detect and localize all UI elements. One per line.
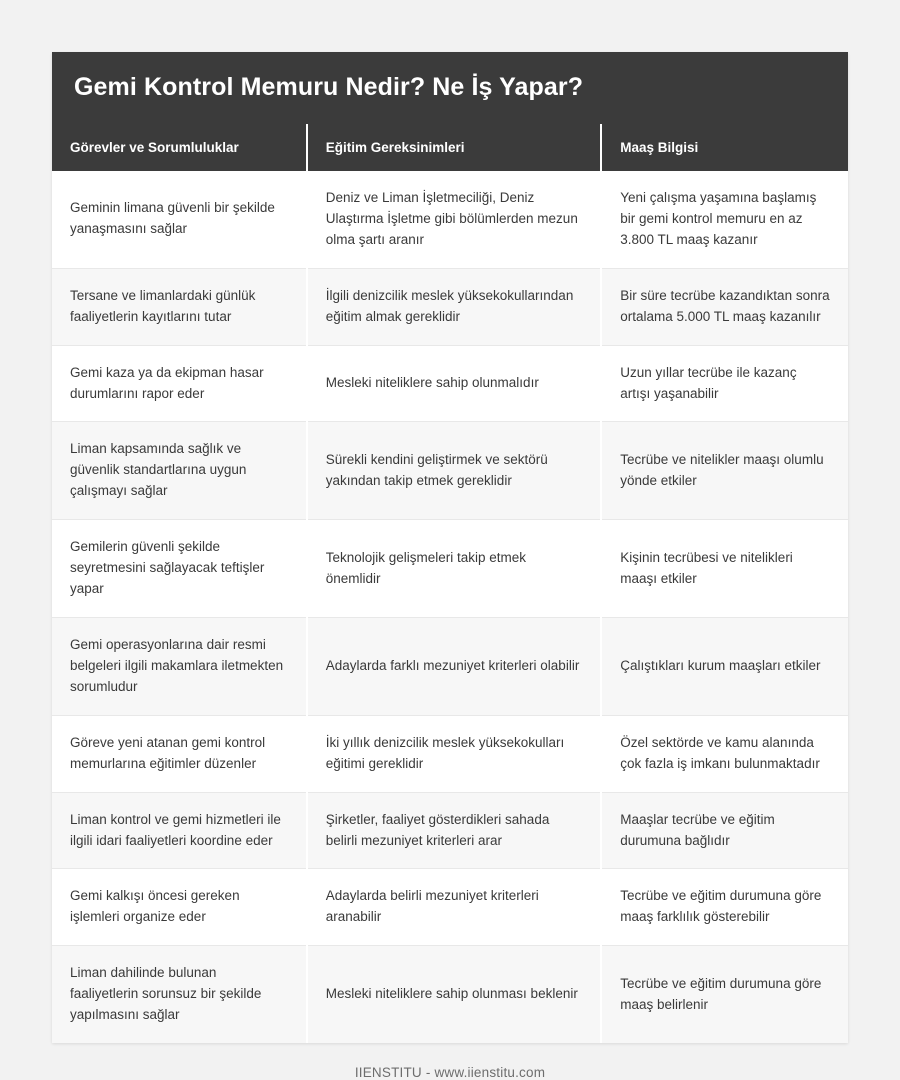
cell-salary: Kişinin tecrübesi ve nitelikleri maaşı etkiler (601, 520, 848, 618)
table-row (52, 617, 848, 715)
column-header-education: Eğitim Gereksinimleri (307, 124, 602, 171)
cell-salary: Tecrübe ve nitelikler maaşı olumlu yönde etkiler (601, 422, 848, 520)
table-row (52, 520, 848, 618)
cell-education: Mesleki niteliklere sahip olunmalıdır (307, 345, 602, 422)
table-header (52, 124, 848, 171)
cell-education: İlgili denizcilik meslek yüksekokullarından eğitim almak gereklidir (307, 268, 602, 345)
cell-salary: Tecrübe ve eğitim durumuna göre maaş farklılık gösterebilir (601, 869, 848, 946)
table-body (52, 171, 848, 1043)
column-header-salary: Maaş Bilgisi (601, 124, 848, 171)
cell-education: Mesleki niteliklere sahip olunması beklenir (307, 946, 602, 1043)
cell-duty: Gemi kaza ya da ekipman hasar durumlarını rapor eder (52, 345, 307, 422)
content-card (52, 52, 848, 1043)
table-row (52, 171, 848, 268)
table-row (52, 268, 848, 345)
table-row (52, 345, 848, 422)
info-table (52, 124, 848, 1043)
table-row (52, 869, 848, 946)
cell-education: Teknolojik gelişmeleri takip etmek önemlidir (307, 520, 602, 618)
table-row (52, 792, 848, 869)
table-header-row (52, 124, 848, 171)
cell-duty: Geminin limana güvenli bir şekilde yanaşmasını sağlar (52, 171, 307, 268)
cell-salary: Yeni çalışma yaşamına başlamış bir gemi kontrol memuru en az 3.800 TL maaş kazanır (601, 171, 848, 268)
cell-education: Deniz ve Liman İşletmeciliği, Deniz Ulaştırma İşletme gibi bölümlerden mezun olma şartı aranır (307, 171, 602, 268)
cell-salary: Bir süre tecrübe kazandıktan sonra ortalama 5.000 TL maaş kazanılır (601, 268, 848, 345)
cell-duty: Liman dahilinde bulunan faaliyetlerin sorunsuz bir şekilde yapılmasını sağlar (52, 946, 307, 1043)
cell-education: Adaylarda farklı mezuniyet kriterleri olabilir (307, 617, 602, 715)
cell-salary: Uzun yıllar tecrübe ile kazanç artışı yaşanabilir (601, 345, 848, 422)
cell-duty: Tersane ve limanlardaki günlük faaliyetlerin kayıtlarını tutar (52, 268, 307, 345)
cell-duty: Gemi kalkışı öncesi gereken işlemleri organize eder (52, 869, 307, 946)
title-bar (52, 52, 848, 124)
cell-salary: Tecrübe ve eğitim durumuna göre maaş belirlenir (601, 946, 848, 1043)
cell-duty: Gemi operasyonlarına dair resmi belgeleri ilgili makamlara iletmekten sorumludur (52, 617, 307, 715)
cell-duty: Liman kontrol ve gemi hizmetleri ile ilgili idari faaliyetleri koordine eder (52, 792, 307, 869)
cell-duty: Göreve yeni atanan gemi kontrol memurlarına eğitimler düzenler (52, 715, 307, 792)
cell-salary: Maaşlar tecrübe ve eğitim durumuna bağlıdır (601, 792, 848, 869)
cell-education: Şirketler, faaliyet gösterdikleri sahada belirli mezuniyet kriterleri arar (307, 792, 602, 869)
cell-duty: Liman kapsamında sağlık ve güvenlik standartlarına uygun çalışmayı sağlar (52, 422, 307, 520)
column-header-duties: Görevler ve Sorumluluklar (52, 124, 307, 171)
cell-education: İki yıllık denizcilik meslek yüksekokulları eğitimi gereklidir (307, 715, 602, 792)
table-row (52, 422, 848, 520)
cell-education: Sürekli kendini geliştirmek ve sektörü yakından takip etmek gereklidir (307, 422, 602, 520)
cell-duty: Gemilerin güvenli şekilde seyretmesini sağlayacak teftişler yapar (52, 520, 307, 618)
cell-education: Adaylarda belirli mezuniyet kriterleri aranabilir (307, 869, 602, 946)
table-row (52, 715, 848, 792)
cell-salary: Çalıştıkları kurum maaşları etkiler (601, 617, 848, 715)
footer-attribution: IIENSTITU - www.iienstitu.com (354, 1065, 546, 1080)
cell-salary: Özel sektörde ve kamu alanında çok fazla iş imkanı bulunmaktadır (601, 715, 848, 792)
page-title: Gemi Kontrol Memuru Nedir? Ne İş Yapar? (74, 73, 584, 101)
table-row (52, 946, 848, 1043)
